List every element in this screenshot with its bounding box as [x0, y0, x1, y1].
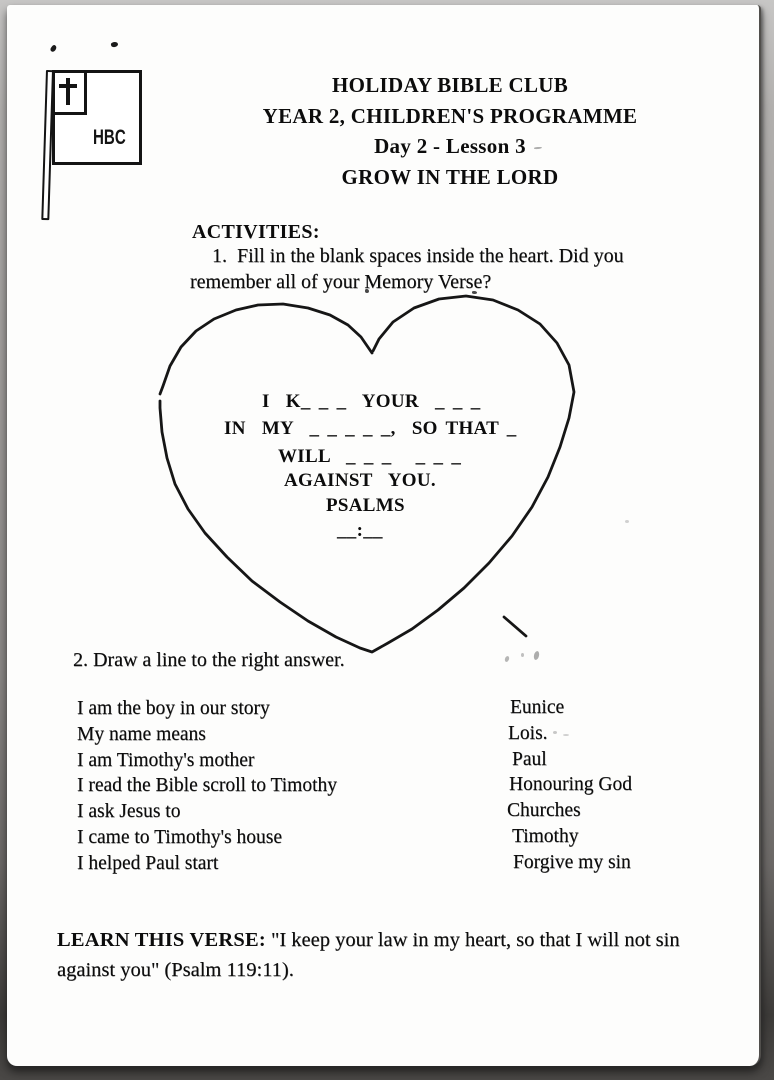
ink-speck	[49, 44, 57, 53]
header-theme: GROW IN THE LORD	[341, 165, 559, 190]
cross-icon	[59, 84, 77, 88]
heart-blank-line3: WILL _ _ _ _ _ _	[278, 446, 462, 467]
learn-verse-text-line2: against you" (Psalm 119:11).	[57, 958, 294, 981]
matching-right-item: Paul	[512, 748, 547, 770]
matching-right-column	[507, 695, 632, 876]
header-lesson: Day 2 - Lesson 3	[374, 134, 526, 159]
heart-blank-line4: AGAINST YOU.	[284, 470, 436, 491]
activity2-instruction: 2. Draw a line to the right answer.	[73, 649, 345, 671]
learn-verse-text-line1: "I keep your law in my heart, so that I will not sin	[265, 929, 680, 951]
matching-right-item: Honouring God	[509, 774, 632, 796]
matching-left-item: My name means	[77, 723, 206, 745]
activity1-instruction-line1: 1. Fill in the blank spaces inside the heart. Did you	[212, 245, 624, 267]
matching-left-item: I am the boy in our story	[77, 698, 270, 719]
learn-verse-label: LEARN THIS VERSE:	[57, 929, 266, 951]
ink-speck	[110, 41, 118, 48]
document-header	[230, 70, 670, 193]
header-title: HOLIDAY BIBLE CLUB	[331, 73, 569, 97]
matching-left-item: I ask Jesus to	[77, 801, 181, 823]
heart-blank-line1: I K_ _ _ YOUR _ _ _	[262, 391, 481, 412]
header-subtitle: YEAR 2, CHILDREN'S PROGRAMME	[262, 103, 638, 128]
heart-blank-line5: PSALMS	[326, 495, 405, 516]
heart-blank-reference: __:__	[337, 520, 383, 541]
matching-right-item: Timothy	[512, 825, 579, 847]
learn-verse-paragraph	[57, 926, 737, 985]
matching-left-item: I came to Timothy's house	[77, 826, 283, 848]
matching-left-item: I helped Paul start	[77, 852, 219, 874]
matching-right-item: Forgive my sin	[513, 851, 631, 873]
matching-right-item: Eunice	[510, 697, 565, 718]
matching-right-item: Churches	[507, 800, 581, 822]
flag-hbc-label: HBC	[93, 126, 126, 149]
activity1-instruction-line2: remember all of your Memory Verse?	[190, 271, 492, 293]
cross-icon	[66, 78, 70, 105]
activities-heading: ACTIVITIES:	[192, 221, 320, 243]
matching-left-column	[77, 696, 337, 877]
matching-left-item: I read the Bible scroll to Timothy	[77, 775, 337, 797]
heart-blank-line2: IN MY _ _ _ _ _, SO THAT _	[224, 418, 517, 439]
matching-left-item: I am Timothy's mother	[77, 749, 255, 771]
matching-right-item: Lois.	[508, 722, 548, 744]
